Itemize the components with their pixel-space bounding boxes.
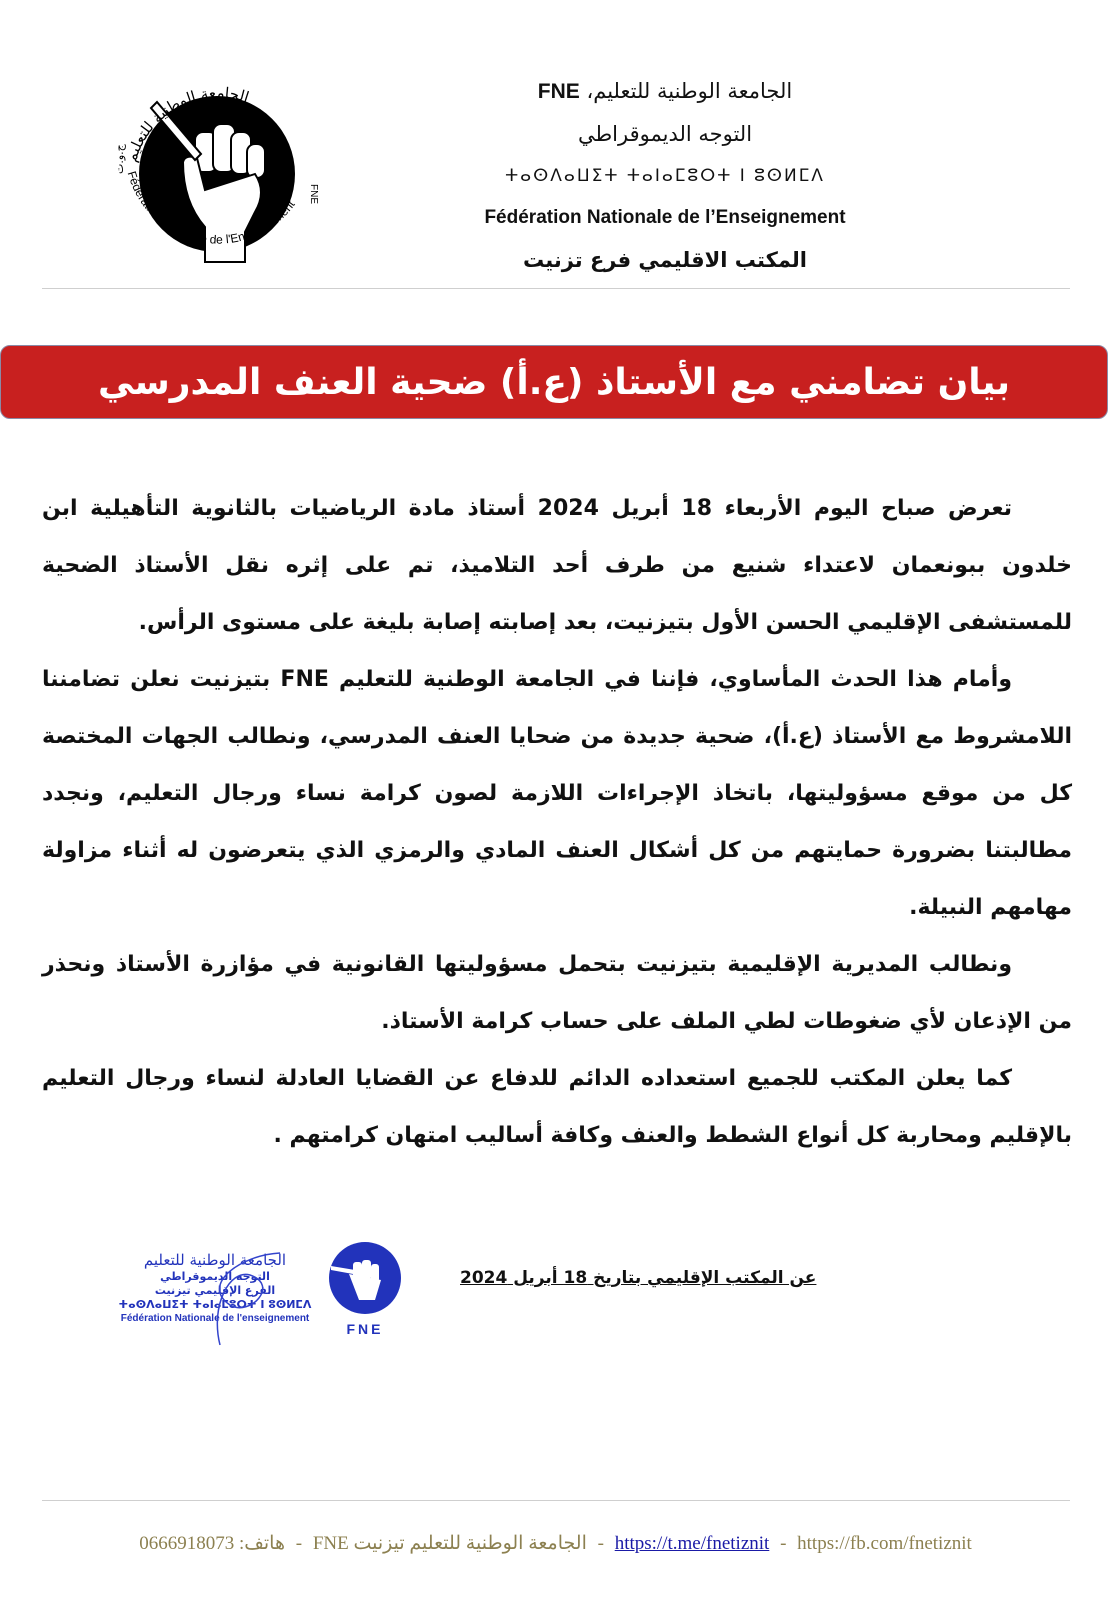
- org-abbr: FNE: [537, 80, 580, 103]
- footer-sep-3: -: [780, 1533, 787, 1554]
- stamp-line-3: الفرع الإقليمي تيزنيت: [154, 1284, 276, 1297]
- stamp-logo-label: FNE: [346, 1321, 384, 1337]
- paragraph-demand: ونطالب المديرية الإقليمية بتيزنيت بتحمل مسؤوليتها القانونية في مؤازرة الأستاذ ونحذر من الإذعان لأي ضغوطات لطي الملف على حساب كرامة الأستاذ.: [42, 952, 1072, 1034]
- handwritten-signature: [180, 1245, 320, 1350]
- fne-logo: [105, 62, 330, 287]
- telegram-link[interactable]: https://t.me/fnetiznit: [614, 1533, 770, 1554]
- header-divider: [42, 288, 1070, 289]
- org-name-ar-line: [430, 70, 900, 113]
- org-name-fr: Fédération Nationale de l’Enseignement: [484, 207, 846, 228]
- facebook-link[interactable]: https://fb.com/fnetiznit: [797, 1533, 972, 1554]
- paragraph-incident: تعرض صباح اليوم الأربعاء 18 أبريل 2024 أستاذ مادة الرياضيات بالثانوية التأهيلية ابن خلدون ببونعمان لاعتداء شنيع من طرف أحد التلاميذ، تم على إثره نقل الأستاذ الضحية للمستشفى الإقليمي الحسن الأول بتيزنيت، بعد إصابته إصابة بليغة على مستوى الرأس.: [42, 496, 1072, 635]
- title-banner: [0, 345, 1108, 419]
- office-stamp: [100, 1240, 430, 1350]
- org-name-ar: الجامعة الوطنية للتعليم،: [586, 79, 793, 103]
- footer: [0, 1532, 1111, 1555]
- org-info: [430, 70, 900, 281]
- logo-ring-abbr: FNE: [308, 184, 319, 204]
- logo-ring-text-fr: Fédération Nationale de l'Enseignement: [124, 169, 298, 247]
- letterhead: [0, 0, 1111, 300]
- footer-divider: [42, 1500, 1070, 1501]
- branch-name: المكتب الاقليمي فرع تزنيت: [523, 248, 807, 272]
- paragraph-commitment: كما يعلن المكتب للجميع استعداده الدائم للدفاع عن القضايا العادلة لنساء ورجال التعليم بالإقليم ومحاربة كل أنواع الشطط والعنف وكافة أساليب امتهان كرامتهم .: [42, 1066, 1072, 1148]
- document-title: بيان تضامني مع الأستاذ (ع.أ) ضحية العنف المدرسي: [97, 361, 1011, 403]
- stamp-line-2: التوجه الديموقراطي: [160, 1270, 270, 1283]
- stamp-fist-icon: [325, 1240, 405, 1340]
- footer-phone-label: هاتف:: [238, 1533, 285, 1554]
- statement-body: [42, 480, 1072, 1164]
- stamp-line-1: الجامعة الوطنية للتعليم: [143, 1251, 287, 1269]
- logo-ring-ar-short: ج.و.ت: [113, 144, 126, 174]
- footer-phone: 0666918073: [139, 1533, 235, 1554]
- org-name-tifinagh: ⵜⴰⵙⴷⴰⵡⵉⵜ ⵜⴰⵏⴰⵎⵓⵔⵜ ⵏ ⵓⵙⵍⵎⴷ: [505, 166, 825, 186]
- footer-org: الجامعة الوطنية للتعليم تيزنيت FNE: [312, 1533, 587, 1554]
- paragraph-solidarity: وأمام هذا الحدث المأساوي، فإننا في الجامعة الوطنية للتعليم FNE بتيزنيت نعلن تضامننا اللامشروط مع الأستاذ (ع.أ)، ضحية جديدة من ضحايا العنف المدرسي، ونطالب الجهات المختصة كل من موقع مسؤوليتها، باتخاذ الإجراءات اللازمة لصون كرامة نساء ورجال التعليم، ونجدد مطالبتنا بضرورة حمايتهم من كل أشكال العنف المادي والرمزي الذي يتعرضون له أثناء مزاولة مهامهم النبيلة.: [42, 667, 1072, 920]
- signed-by-line: عن المكتب الإقليمي بتاريخ 18 أبريل 2024: [460, 1268, 817, 1288]
- footer-sep-2: -: [597, 1533, 604, 1554]
- footer-sep-1: -: [295, 1533, 303, 1554]
- org-orientation: التوجه الديموقراطي: [577, 122, 753, 146]
- stamp-line-5: Fédération Nationale de l'enseignement: [120, 1313, 310, 1324]
- logo-ring-text-ar: الجامعة الوطنية للتعليم: [122, 83, 252, 165]
- stamp-line-4: ⵜⴰⵙⴷⴰⵡⵉⵜ ⵜⴰⵏⴰⵎⵓⵔⵜ ⵏ ⵓⵙⵍⵎⴷ: [118, 1298, 312, 1311]
